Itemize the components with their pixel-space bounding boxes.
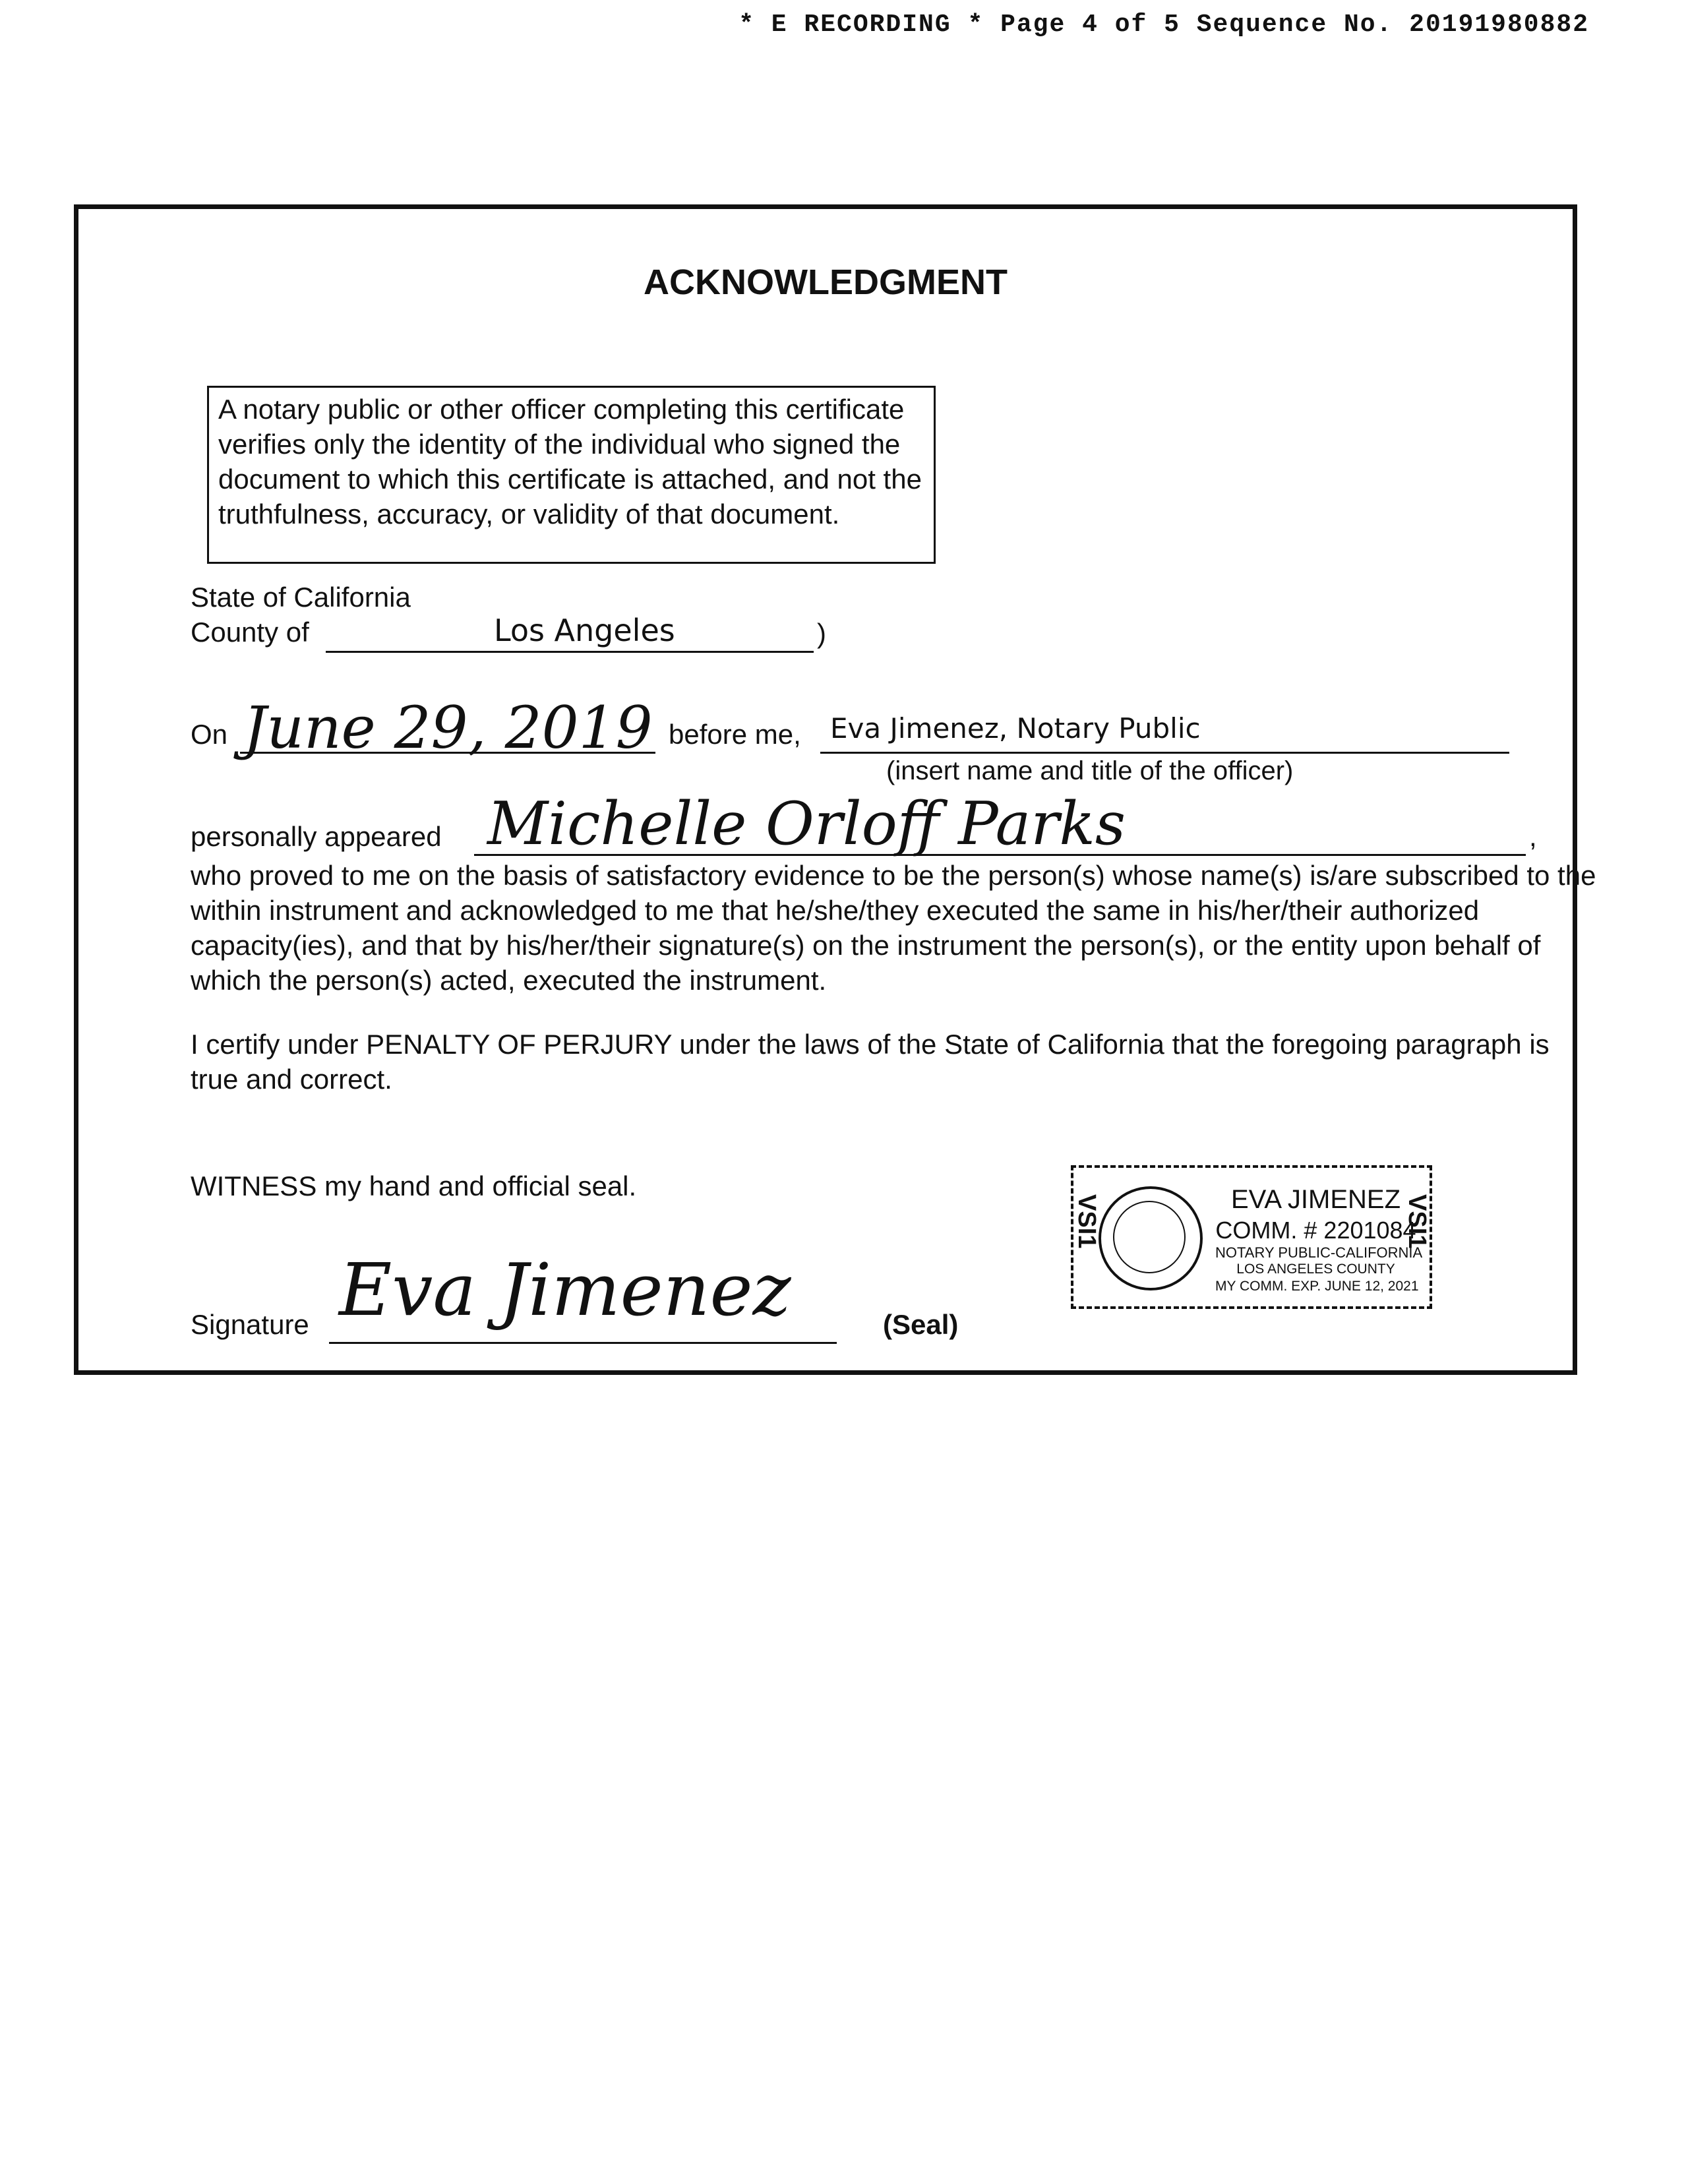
appeared-label: personally appeared bbox=[191, 821, 442, 852]
seal-name: EVA JIMENEZ bbox=[1230, 1185, 1401, 1214]
before-me-label: before me, bbox=[669, 719, 801, 750]
signature-handwritten: Eva Jimenez bbox=[339, 1248, 791, 1332]
notary-seal-stamp bbox=[1071, 1165, 1432, 1309]
proof-paragraph: who proved to me on the basis of satisfactory evidence to be the person(s) whose name(s) is/are subscribed to the within instrument and acknowledged to me that he/she/they executed the same in his/her/their authorized capacity(ies), and that by his/her/their signature(s) on the instrument the person(s), or the entity upon behalf of which the person(s) acted, executed the instrument. bbox=[191, 860, 1596, 996]
seal-side-mark-left: VSI1 bbox=[1073, 1194, 1100, 1249]
form-title: ACKNOWLEDGMENT bbox=[644, 262, 1008, 302]
acknowledgment-form bbox=[74, 204, 1596, 1375]
seal-label: (Seal) bbox=[883, 1309, 959, 1340]
seal-title: NOTARY PUBLIC-CALIFORNIA bbox=[1215, 1244, 1423, 1261]
appeared-handwritten: Michelle Orloff Parks bbox=[487, 789, 1126, 859]
county-paren: ) bbox=[817, 618, 826, 649]
officer-value: Eva Jimenez, Notary Public bbox=[830, 712, 1201, 744]
seal-side-mark-right: VSI1 bbox=[1403, 1194, 1431, 1249]
notice-box: A notary public or other officer completing this certificate verifies only the identity of the individual who signed the document to which this certificate is attached, and not the truthfulness, accuracy, or validity of that document. bbox=[207, 386, 936, 564]
recording-header: * E RECORDING * Page 4 of 5 Sequence No. 20191980882 bbox=[738, 11, 1589, 39]
seal-county: LOS ANGELES COUNTY bbox=[1236, 1261, 1395, 1277]
perjury-paragraph: I certify under PENALTY OF PERJURY under the laws of the State of California that the foregoing paragraph is true and correct. bbox=[191, 1029, 1550, 1095]
county-label: County of bbox=[191, 617, 309, 648]
date-handwritten: June 29, 2019 bbox=[243, 694, 653, 762]
seal-comm: COMM. # 2201084 bbox=[1215, 1217, 1416, 1244]
on-label: On bbox=[191, 719, 228, 750]
officer-hint: (insert name and title of the officer) bbox=[886, 756, 1294, 785]
county-value: Los Angeles bbox=[494, 613, 675, 648]
signature-label: Signature bbox=[191, 1309, 309, 1340]
state-seal-icon bbox=[1099, 1186, 1203, 1290]
state-line: State of California bbox=[191, 582, 411, 613]
appeared-comma: , bbox=[1529, 821, 1537, 852]
witness-line: WITNESS my hand and official seal. bbox=[191, 1170, 637, 1201]
seal-expires: MY COMM. EXP. JUNE 12, 2021 bbox=[1215, 1279, 1419, 1294]
